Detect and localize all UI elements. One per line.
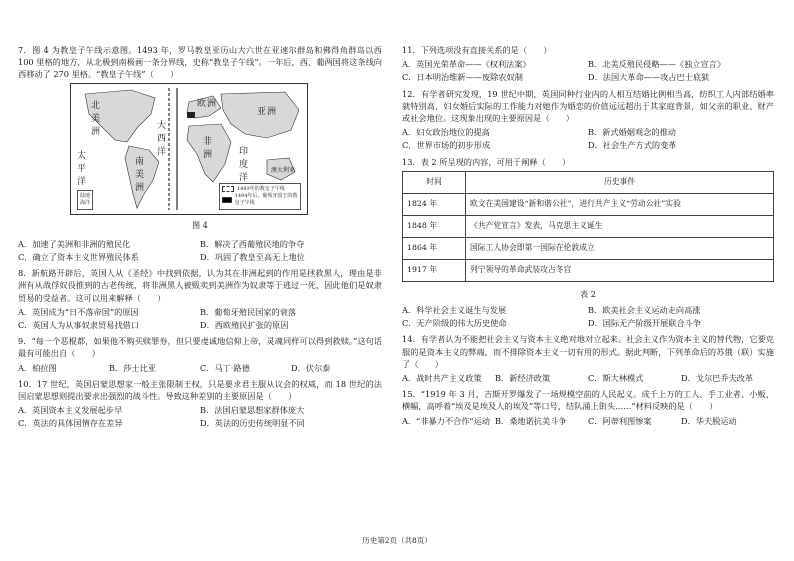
table-cell-year: 1848 年: [403, 215, 466, 237]
q11-option-b[interactable]: B．北美反殖民侵略——《独立宣言》: [588, 59, 726, 70]
q11-option-a[interactable]: A．英国光荣革命——《权利法案》: [402, 59, 531, 70]
q13-option-a[interactable]: A．科学社会主义诞生与发展: [402, 305, 507, 316]
table-cell-year: 1917 年: [403, 259, 466, 281]
map-label-australia-1: 澳: [271, 166, 278, 174]
history-events-table: [402, 171, 774, 282]
table-cell-event: 《共产党宣言》发表，马克思主义诞生: [466, 215, 774, 237]
question-15: 15．“1919 年 3 月，吉斯开罗爆发了一场规模空前的人民起义。成千上万的工人、手工业者、小贩、横幅，高呼着“埃及是埃及人的埃及”等口号，结队涌上街头……”材料反映的是（ ）: [402, 389, 774, 412]
q9-option-c[interactable]: C．马丁·路德: [200, 362, 250, 373]
question-7-options: [18, 238, 382, 263]
map-label-pacific-2: 平: [77, 163, 87, 174]
q12-option-c[interactable]: C．世界市场的初步形成: [402, 140, 491, 151]
map-label-atlantic-1: 大: [157, 120, 167, 131]
q9-option-a[interactable]: A．柏拉图: [18, 362, 57, 373]
table-row: [403, 259, 774, 281]
q11-option-c[interactable]: C．日本明治维新——废除农奴制: [402, 72, 523, 83]
map-label-south-america-2: 美: [135, 169, 145, 180]
question-11-options: [402, 58, 774, 83]
question-9-options: [18, 362, 382, 374]
map-label-europe-2: 洲: [207, 98, 217, 109]
figure-caption: 图 4: [192, 220, 208, 230]
question-8-options: [18, 306, 382, 331]
map-label-africa-1: 非: [203, 136, 213, 147]
map-label-australia-2: 大: [277, 166, 284, 174]
map-land-sea-legend: [77, 190, 93, 210]
pope-meridian-map: [70, 83, 308, 215]
question-11: 11．下列选项没有直接关系的是（ ）: [402, 45, 552, 55]
map-label-north-america-1: 北: [91, 100, 101, 111]
q10-option-c[interactable]: C．英法的具体国情存在差异: [18, 418, 123, 429]
q14-option-b[interactable]: B．新经济政策: [495, 373, 551, 384]
map-label-asia-1: 亚: [257, 106, 267, 117]
table-cell-event: 欧文在美国建设“新和谐公社”，进行共产主义“劳动公社”实验: [466, 193, 774, 215]
q12-option-b[interactable]: B．新式婚姻观念的推动: [588, 127, 676, 138]
q15-option-a[interactable]: A．“非暴力不合作”运动: [402, 415, 490, 426]
question-13: 13．表 2 所呈现的内容，可用于阐释（ ）: [402, 156, 571, 167]
map-meridian-legend: [219, 183, 301, 210]
map-label-pacific-1: 太: [77, 150, 87, 161]
legend-1493-label: 1493年的教皇子午线: [237, 185, 285, 192]
q13-option-c[interactable]: C．无产阶级的伟大历史使命: [402, 318, 507, 329]
legend-land-label: 陆地: [80, 192, 91, 199]
q9-option-b[interactable]: B．莎士比亚: [109, 362, 156, 373]
question-10-options: [18, 404, 382, 429]
legend-sea-label: 海洋: [80, 199, 91, 206]
question-9: 9．“每一个恶棍都，如果他不购买赎罪券，但只要虔诚地信仰上帝，灵魂同样可以得到救赎。”这句话最有可能出自（ ）: [18, 336, 382, 359]
q7-option-d[interactable]: D．巩固了教皇至高无上地位: [200, 252, 305, 263]
question-7: 7．图 4 为教皇子午线示意图。1493 年，罗马教皇亚历山大六世在亚速尔群岛和佛得角群岛以西 100 里格的地方，从北极到南极画一条分界线，史称“教皇子午线”。一年后，西、葡两国将这条线向西移动了 270 里格。“教皇子午线”（ ）: [18, 45, 382, 80]
q7-option-c[interactable]: C．确立了资本主义世界殖民体系: [18, 252, 139, 263]
q15-option-d[interactable]: D．华夫脱运动: [681, 415, 737, 426]
map-label-australia-3: 利: [283, 166, 290, 174]
map-label-indian-1: 印: [239, 146, 249, 157]
table-header-event: 历史事件: [466, 171, 774, 193]
q14-option-c[interactable]: C．斯大林模式: [588, 373, 644, 384]
question-13-options: [402, 304, 774, 329]
question-10: 10．17 世纪，英国启蒙思想家一般主张限制王权，只是要求君主服从议会的权威，而 18 世纪的法国启蒙思想则提出要求出强烈的战斗性。导致这种差别的主要原因是（ ）: [18, 378, 382, 402]
q10-option-b[interactable]: B．法国启蒙思想家群体庞大: [200, 405, 305, 416]
question-12: 12．有学者研究发现，19 世纪中期，英国同种行业内的人相互结婚比例相当高，纺织工人内部结婚率就特别高，妇女婚后实际的工作能力对她作为婚恋的价值远远超出于其家庭背景，如父亲的职业、财产或社会地位。这现象出现的主要原因是（ ）: [402, 88, 774, 124]
q10-option-d[interactable]: D．英法的历史传统明显不同: [200, 418, 305, 429]
q11-option-d[interactable]: D．法国大革命——攻占巴士底狱: [588, 72, 710, 83]
map-label-atlantic-3: 洋: [157, 146, 167, 157]
q10-option-a[interactable]: A．英国资本主义发展起步早: [18, 405, 123, 416]
table-cell-year: 1824 年: [403, 193, 466, 215]
map-label-australia-4: 亚: [289, 166, 296, 174]
question-12-options: [402, 126, 774, 151]
map-label-north-america-3: 洲: [91, 126, 101, 137]
table-row: [403, 237, 774, 259]
q15-option-c[interactable]: C．阿蒂利图惨案: [588, 415, 652, 426]
q9-option-d[interactable]: D．伏尔泰: [291, 362, 331, 373]
legend-1494-label: 1494年后，葡萄牙国王的教皇子午线: [234, 192, 298, 206]
right-column: [402, 44, 774, 431]
map-label-europe-1: 欧: [197, 98, 207, 109]
left-column: [18, 44, 382, 434]
table-caption: 表 2: [580, 288, 596, 299]
q8-option-d[interactable]: D．西欧殖民扩张的原因: [200, 320, 289, 331]
q15-option-b[interactable]: B．桑地诺抗美斗争: [495, 415, 567, 426]
table-cell-event: 列宁领导的革命武装攻占冬宫: [466, 259, 774, 281]
q7-option-a[interactable]: A．加速了美洲和非洲的殖民化: [18, 238, 131, 249]
question-14-options: [402, 372, 774, 384]
q13-option-b[interactable]: B．欧美社会主义运动走向高涨: [588, 305, 701, 316]
table-cell-year: 1864 年: [403, 237, 466, 259]
table-header-row: [403, 171, 774, 193]
q8-option-c[interactable]: C．英国人为从事奴隶贸易找借口: [18, 320, 139, 331]
q12-option-d[interactable]: D．社会生产方式的变革: [588, 140, 677, 151]
map-label-south-america-1: 南: [135, 156, 145, 167]
question-8: 8．新航路开辟后，英国人从《圣经》中找到依据，认为其在非洲起到的作用是拯救黑人，理由是非洲有从战俘奴役推到的古老传统，将非洲黑人被贩卖到美洲作为奴隶等于逃过一死，因此他们是奴隶贸易的受益者。这可以用来解释（ ）: [18, 268, 382, 303]
q14-option-d[interactable]: D．戈尔巴乔夫改革: [681, 373, 754, 384]
q8-option-b[interactable]: B．葡萄牙殖民国家的衰落: [200, 306, 297, 317]
q12-option-a[interactable]: A．妇女政治地位的提高: [402, 127, 490, 138]
page-footer: 历史第2页（共8页）: [362, 536, 432, 545]
map-label-africa-2: 洲: [203, 149, 213, 160]
table-row: [403, 193, 774, 215]
q14-option-a[interactable]: A．战时共产主义政策: [402, 373, 482, 384]
map-label-north-america-2: 美: [91, 113, 101, 124]
q8-option-a[interactable]: A．英国成为“日不落帝国”的原因: [18, 306, 139, 317]
map-label-indian-2: 度: [239, 159, 249, 170]
q7-option-b[interactable]: B．解决了西葡殖民地的争夺: [200, 238, 305, 249]
map-label-atlantic-2: 西: [157, 133, 167, 144]
question-14: 14．有学者认为不能把社会主义与资本主义绝对地对立起来。社会主义作为资本主义的替代物，它要克服的是资本主义的弊端，而不排除资本主义一切有用的形式。据此判断，下列革命后的苏俄（联）实施了（ ）: [402, 334, 774, 369]
table-cell-event: 国际工人协会即第一国际在伦敦成立: [466, 237, 774, 259]
question-15-options: [402, 415, 774, 427]
q13-option-d[interactable]: D．国际无产阶级开展联合斗争: [588, 318, 702, 329]
map-label-indian-3: 洋: [239, 172, 249, 183]
table-header-time: 时间: [403, 171, 466, 193]
map-label-south-america-3: 洲: [135, 182, 145, 193]
map-label-pacific-3: 洋: [77, 176, 87, 187]
map-label-asia-2: 洲: [267, 106, 277, 117]
table-row: [403, 215, 774, 237]
